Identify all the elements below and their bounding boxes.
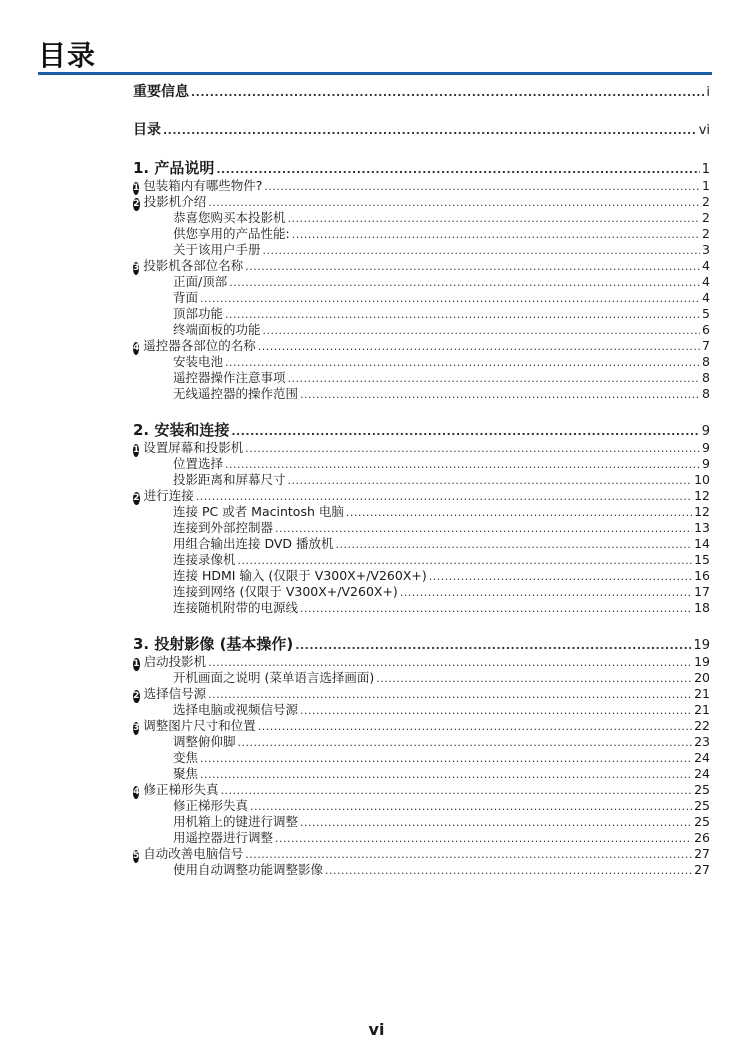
leader-dots [216, 160, 699, 180]
toc-entry-sec[interactable] [133, 488, 710, 504]
toc-entry-page: 1 [701, 162, 710, 177]
toc-entry-sub[interactable] [133, 210, 710, 226]
leader-dots [238, 735, 693, 751]
toc-entry-page: 12 [694, 488, 710, 503]
leader-dots [292, 227, 700, 243]
toc-entry-page: 2 [702, 226, 710, 241]
toc-entry-title: 正面/顶部 [173, 274, 228, 289]
section-number-icon: 3 [133, 263, 140, 273]
toc-spacer [133, 102, 710, 120]
toc-entry-title: 连接 PC 或者 Macintosh 电脑 [173, 504, 344, 519]
section-number-icon: 2 [133, 199, 140, 209]
toc-entry-title: 连接录像机 [173, 552, 236, 567]
toc-entry-page: 1 [702, 178, 710, 193]
toc-entry-title: 调整图片尺寸和位置 [143, 718, 256, 733]
toc-entry-page: 10 [694, 472, 710, 487]
toc-entry-title: 2. 安装和连接 [133, 421, 230, 439]
toc-entry-title: 进行连接 [143, 488, 194, 503]
toc-entry-sec[interactable] [133, 686, 710, 702]
toc-entry-chapter[interactable] [133, 634, 710, 654]
toc-entry-page: 6 [702, 322, 710, 337]
section-number-icon: 1 [133, 659, 140, 669]
toc-entry-title: 包装箱内有哪些物件? [143, 178, 263, 193]
toc-entry-page: 20 [694, 670, 710, 685]
toc-entry-sub[interactable] [133, 322, 710, 338]
toc-entry-sub[interactable] [133, 472, 710, 488]
toc-entry-sub[interactable] [133, 552, 710, 568]
toc-entry-page: 4 [702, 258, 710, 273]
toc-entry-title: 重要信息 [133, 84, 189, 100]
toc-entry-page: 24 [694, 766, 710, 781]
toc-entry-title: 启动投影机 [143, 654, 207, 669]
toc-entry-major[interactable] [133, 120, 710, 140]
toc-entry-sub[interactable] [133, 354, 710, 370]
toc-entry-title: 调整俯仰脚 [173, 734, 236, 749]
toc-entry-page: 19 [693, 638, 710, 653]
section-number-icon: 2 [133, 691, 140, 701]
toc-entry-page: 13 [694, 520, 710, 535]
toc-entry-title: 背面 [173, 290, 199, 305]
toc-spacer [133, 402, 710, 420]
toc-entry-page: 26 [694, 830, 710, 845]
toc-entry-sub[interactable] [133, 568, 710, 584]
toc-entry-page: 23 [694, 734, 710, 749]
toc-entry-page: 5 [702, 306, 710, 321]
toc-entry-title: 连接 HDMI 输入 (仅限于 V300X+/V260X+) [173, 568, 427, 583]
toc-entry-sub[interactable] [133, 242, 710, 258]
toc-entry-page: 15 [694, 552, 710, 567]
toc-entry-page: 24 [694, 750, 710, 765]
toc-entry-page: 18 [694, 600, 710, 615]
toc-spacer [133, 140, 710, 158]
toc-entry-page: 8 [702, 354, 710, 369]
toc-entry-title: 用组合输出连接 DVD 播放机 [173, 536, 334, 551]
leader-dots [275, 521, 692, 537]
leader-dots [258, 339, 700, 355]
toc-entry-title: 连接随机附带的电源线 [173, 600, 299, 615]
toc-entry-chapter[interactable] [133, 158, 710, 178]
leader-dots [163, 121, 697, 141]
leader-dots [263, 243, 701, 259]
toc-entry-sub[interactable] [133, 520, 710, 536]
toc-entry-title: 连接到网络 (仅限于 V300X+/V260X+) [173, 584, 398, 599]
leader-dots [263, 323, 701, 339]
toc-entry-page: 21 [694, 702, 710, 717]
toc-entry-sec[interactable] [133, 846, 710, 862]
leader-dots [400, 585, 692, 601]
leader-dots [245, 847, 692, 863]
toc-entry-title: 目录 [133, 122, 161, 138]
toc-entry-title: 连接到外部控制器 [173, 520, 274, 535]
section-number-icon: 4 [133, 343, 140, 353]
toc-entry-page: 25 [694, 814, 710, 829]
toc-entry-title: 设置屏幕和投影机 [143, 440, 244, 455]
toc-entry-title: 关于该用户手册 [173, 242, 261, 257]
leader-dots [264, 179, 700, 195]
toc-entry-sec[interactable] [133, 654, 710, 670]
toc-entry-sub[interactable] [133, 290, 710, 306]
toc-entry-title: 投影距离和屏幕尺寸 [173, 472, 286, 487]
toc-entry-title: 用遥控器进行调整 [173, 830, 274, 845]
toc-entry-sub[interactable] [133, 536, 710, 552]
toc-entry-sub[interactable] [133, 734, 710, 750]
leader-dots [231, 422, 699, 442]
toc-entry-sec[interactable] [133, 440, 710, 456]
toc-entry-title: 恭喜您购买本投影机 [173, 210, 286, 225]
toc-entry-sec[interactable] [133, 718, 710, 734]
toc-entry-title: 修正梯形失真 [143, 782, 219, 797]
toc-entry-sub[interactable] [133, 584, 710, 600]
toc-entry-sub[interactable] [133, 798, 710, 814]
section-number-icon: 1 [133, 183, 140, 193]
toc-entry-page: 4 [702, 290, 710, 305]
leader-dots [200, 751, 692, 767]
toc-entry-page: 21 [694, 686, 710, 701]
toc-entry-title: 顶部功能 [173, 306, 224, 321]
toc-entry-sec[interactable] [133, 782, 710, 798]
toc-entry-title: 开机画面之说明 (菜单语言选择画面) [173, 670, 375, 685]
toc-entry-title: 投影机介绍 [143, 194, 207, 209]
toc-spacer [133, 616, 710, 634]
leader-dots [250, 799, 692, 815]
toc-entry-page: 3 [702, 242, 710, 257]
leader-dots [208, 655, 692, 671]
leader-dots [300, 601, 692, 617]
toc-entry-page: 2 [702, 194, 710, 209]
toc-entry-page: 19 [694, 654, 710, 669]
toc-entry-page: 2 [702, 210, 710, 225]
leader-dots [200, 291, 700, 307]
leader-dots [220, 783, 692, 799]
leader-dots [225, 307, 700, 323]
section-number-icon: 4 [133, 787, 140, 797]
toc-entry-page: 8 [702, 386, 710, 401]
toc-entry-sub[interactable] [133, 504, 710, 520]
leader-dots [208, 195, 700, 211]
leader-dots [258, 719, 692, 735]
toc-entry-sub[interactable] [133, 702, 710, 718]
toc-entry-page: 16 [694, 568, 710, 583]
leader-dots [376, 671, 692, 687]
toc-entry-page: 17 [694, 584, 710, 599]
toc-entry-sub[interactable] [133, 862, 710, 878]
toc-entry-title: 变焦 [173, 750, 199, 765]
page-number: vi [368, 1020, 385, 1039]
page-title: 目录 [38, 39, 97, 72]
toc-entry-sec[interactable] [133, 178, 710, 194]
section-number-icon: 3 [133, 723, 140, 733]
toc-entry-sub[interactable] [133, 226, 710, 242]
toc-entry-sub[interactable] [133, 600, 710, 616]
toc-entry-page: vi [698, 123, 710, 138]
toc-entry-title: 安装电池 [173, 354, 224, 369]
toc-entry-title: 无线遥控器的操作范围 [173, 386, 299, 401]
leader-dots [429, 569, 692, 585]
toc-entry-sec[interactable] [133, 258, 710, 274]
toc-entry-page: 4 [702, 274, 710, 289]
leader-dots [191, 83, 704, 103]
toc-entry-page: 22 [694, 718, 710, 733]
leader-dots [288, 371, 701, 387]
leader-dots [288, 473, 693, 489]
toc-entry-sub[interactable] [133, 830, 710, 846]
toc-entry-title: 供您享用的产品性能: [173, 226, 290, 241]
toc-entry-title: 聚焦 [173, 766, 199, 781]
table-of-contents [133, 82, 710, 878]
leader-dots [245, 259, 700, 275]
leader-dots [300, 815, 692, 831]
leader-dots [200, 767, 692, 783]
toc-entry-page: 9 [702, 456, 710, 471]
toc-entry-page: 27 [694, 862, 710, 877]
toc-entry-sub[interactable] [133, 670, 710, 686]
toc-entry-page: 27 [694, 846, 710, 861]
toc-entry-page: 7 [702, 338, 710, 353]
toc-entry-title: 使用自动调整功能调整影像 [173, 862, 324, 877]
leader-dots [336, 537, 693, 553]
section-number-icon: 5 [133, 851, 140, 861]
leader-dots [325, 863, 692, 879]
toc-entry-page: 8 [702, 370, 710, 385]
leader-dots [300, 703, 692, 719]
leader-dots [196, 489, 692, 505]
toc-entry-title: 终端面板的功能 [173, 322, 261, 337]
toc-entry-title: 遥控器操作注意事项 [173, 370, 286, 385]
leader-dots [300, 387, 700, 403]
section-number-icon: 1 [133, 445, 140, 455]
leader-dots [229, 275, 700, 291]
toc-entry-chapter[interactable] [133, 420, 710, 440]
toc-entry-page: 9 [701, 424, 710, 439]
leader-dots [225, 355, 700, 371]
toc-entry-title: 1. 产品说明 [133, 159, 215, 177]
toc-entry-title: 用机箱上的键进行调整 [173, 814, 299, 829]
toc-entry-page: i [706, 85, 710, 100]
leader-dots [295, 636, 691, 656]
toc-entry-page: 12 [694, 504, 710, 519]
section-number-icon: 2 [133, 493, 140, 503]
leader-dots [275, 831, 692, 847]
toc-entry-major[interactable] [133, 82, 710, 102]
toc-entry-page: 25 [694, 798, 710, 813]
toc-entry-sub[interactable] [133, 456, 710, 472]
toc-entry-page: 14 [694, 536, 710, 551]
toc-entry-sub[interactable] [133, 386, 710, 402]
toc-entry-title: 选择电脑或视频信号源 [173, 702, 299, 717]
leader-dots [225, 457, 700, 473]
toc-entry-sub[interactable] [133, 306, 710, 322]
toc-entry-title: 遥控器各部位的名称 [143, 338, 256, 353]
leader-dots [208, 687, 692, 703]
toc-entry-sub[interactable] [133, 766, 710, 782]
toc-entry-sub[interactable] [133, 274, 710, 290]
leader-dots [346, 505, 692, 521]
toc-entry-sec[interactable] [133, 194, 710, 210]
toc-entry-sub[interactable] [133, 814, 710, 830]
leader-dots [288, 211, 701, 227]
toc-entry-title: 修正梯形失真 [173, 798, 249, 813]
toc-entry-sec[interactable] [133, 338, 710, 354]
toc-entry-page: 25 [694, 782, 710, 797]
leader-dots [245, 441, 700, 457]
toc-entry-title: 选择信号源 [143, 686, 207, 701]
toc-entry-title: 投影机各部位名称 [143, 258, 244, 273]
toc-entry-title: 位置选择 [173, 456, 224, 471]
title-rule [38, 72, 712, 75]
toc-entry-title: 3. 投射影像 (基本操作) [133, 635, 294, 653]
leader-dots [238, 553, 693, 569]
toc-entry-page: 9 [702, 440, 710, 455]
toc-entry-title: 自动改善电脑信号 [143, 846, 244, 861]
toc-entry-sub[interactable] [133, 370, 710, 386]
toc-entry-sub[interactable] [133, 750, 710, 766]
